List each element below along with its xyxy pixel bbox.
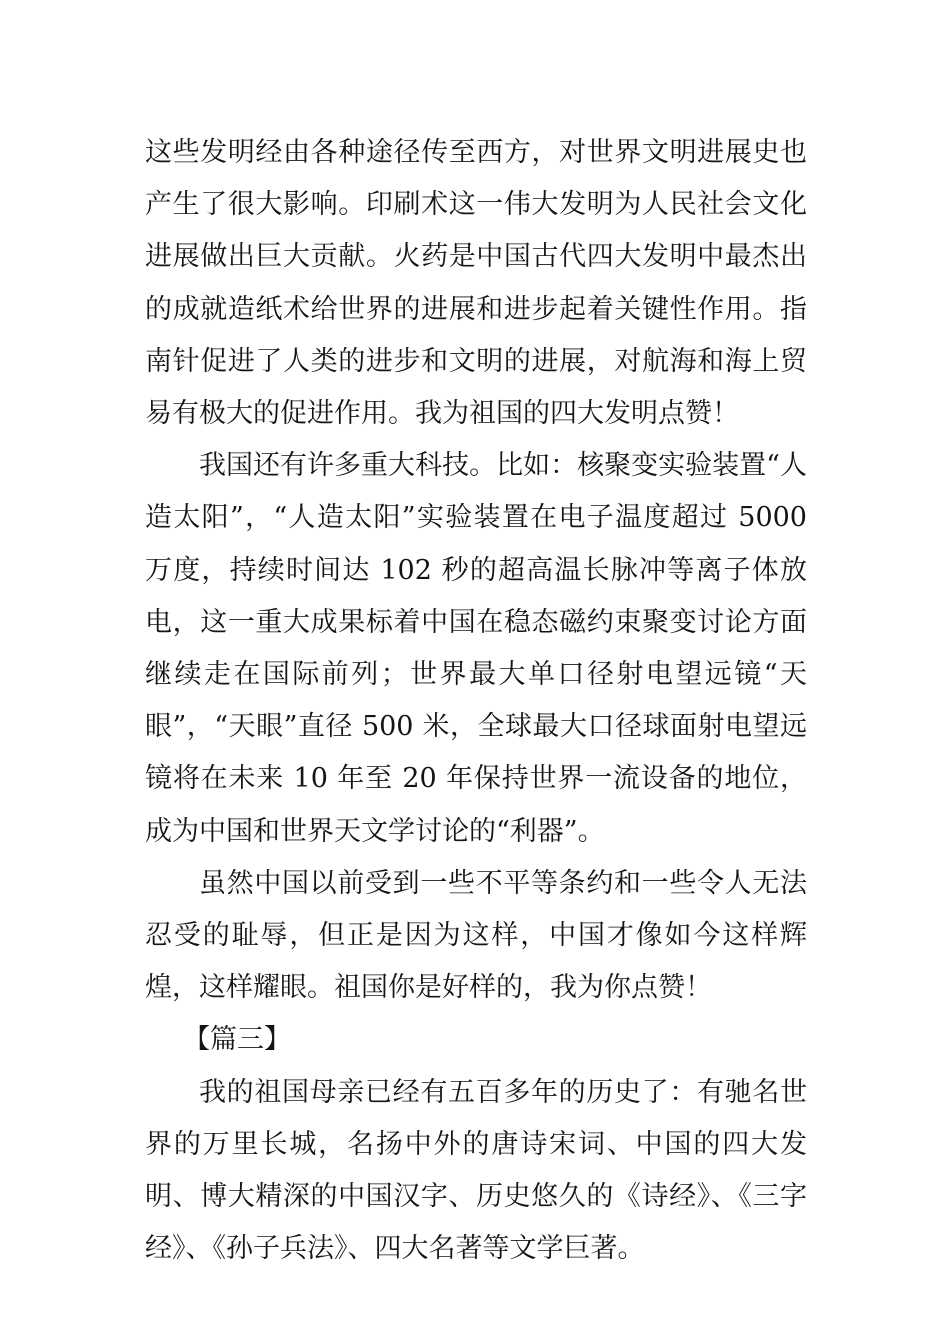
paragraph-technology: 我国还有许多重大科技。比如：核聚变实验装置“人造太阳”，“人造太阳”实验装置在电子温度超过 5000 万度，持续时间达 102 秒的超高温长脉冲等离子体放电，这一重大成果标着中国在稳态磁约束聚变讨论方面继续走在国际前列；世界最大单口径射电望远镜“天眼”，“天眼”直径 500 米，全球最大口径球面射电望远镜将在未来 10 年至 20 年保持世界一流设备的地位，成为中国和世界天文学讨论的“利器”。 <box>145 450 807 847</box>
paragraph-history: 虽然中国以前受到一些不平等条约和一些令人无法忍受的耻辱，但正是因为这样，中国才像如今这样辉煌，这样耀眼。祖国你是好样的，我为你点赞！ <box>145 867 807 1004</box>
section-heading: 【篇三】 <box>183 1024 291 1056</box>
document-body <box>145 127 807 1275</box>
paragraph-motherland: 我的祖国母亲已经有五百多年的历史了：有驰名世界的万里长城，名扬中外的唐诗宋词、中国的四大发明、博大精深的中国汉字、历史悠久的《诗经》、《三字经》、《孙子兵法》、四大名著等文学巨著。 <box>145 1076 807 1265</box>
paragraph-inventions: 这些发明经由各种途径传至西方，对世界文明进展史也产生了很大影响。印刷术这一伟大发明为人民社会文化进展做出巨大贡献。火药是中国古代四大发明中最杰出的成就造纸术给世界的进展和进步起着关键性作用。指南针促进了人类的进步和文明的进展，对航海和海上贸易有极大的促进作用。我为祖国的四大发明点赞！ <box>145 137 807 430</box>
